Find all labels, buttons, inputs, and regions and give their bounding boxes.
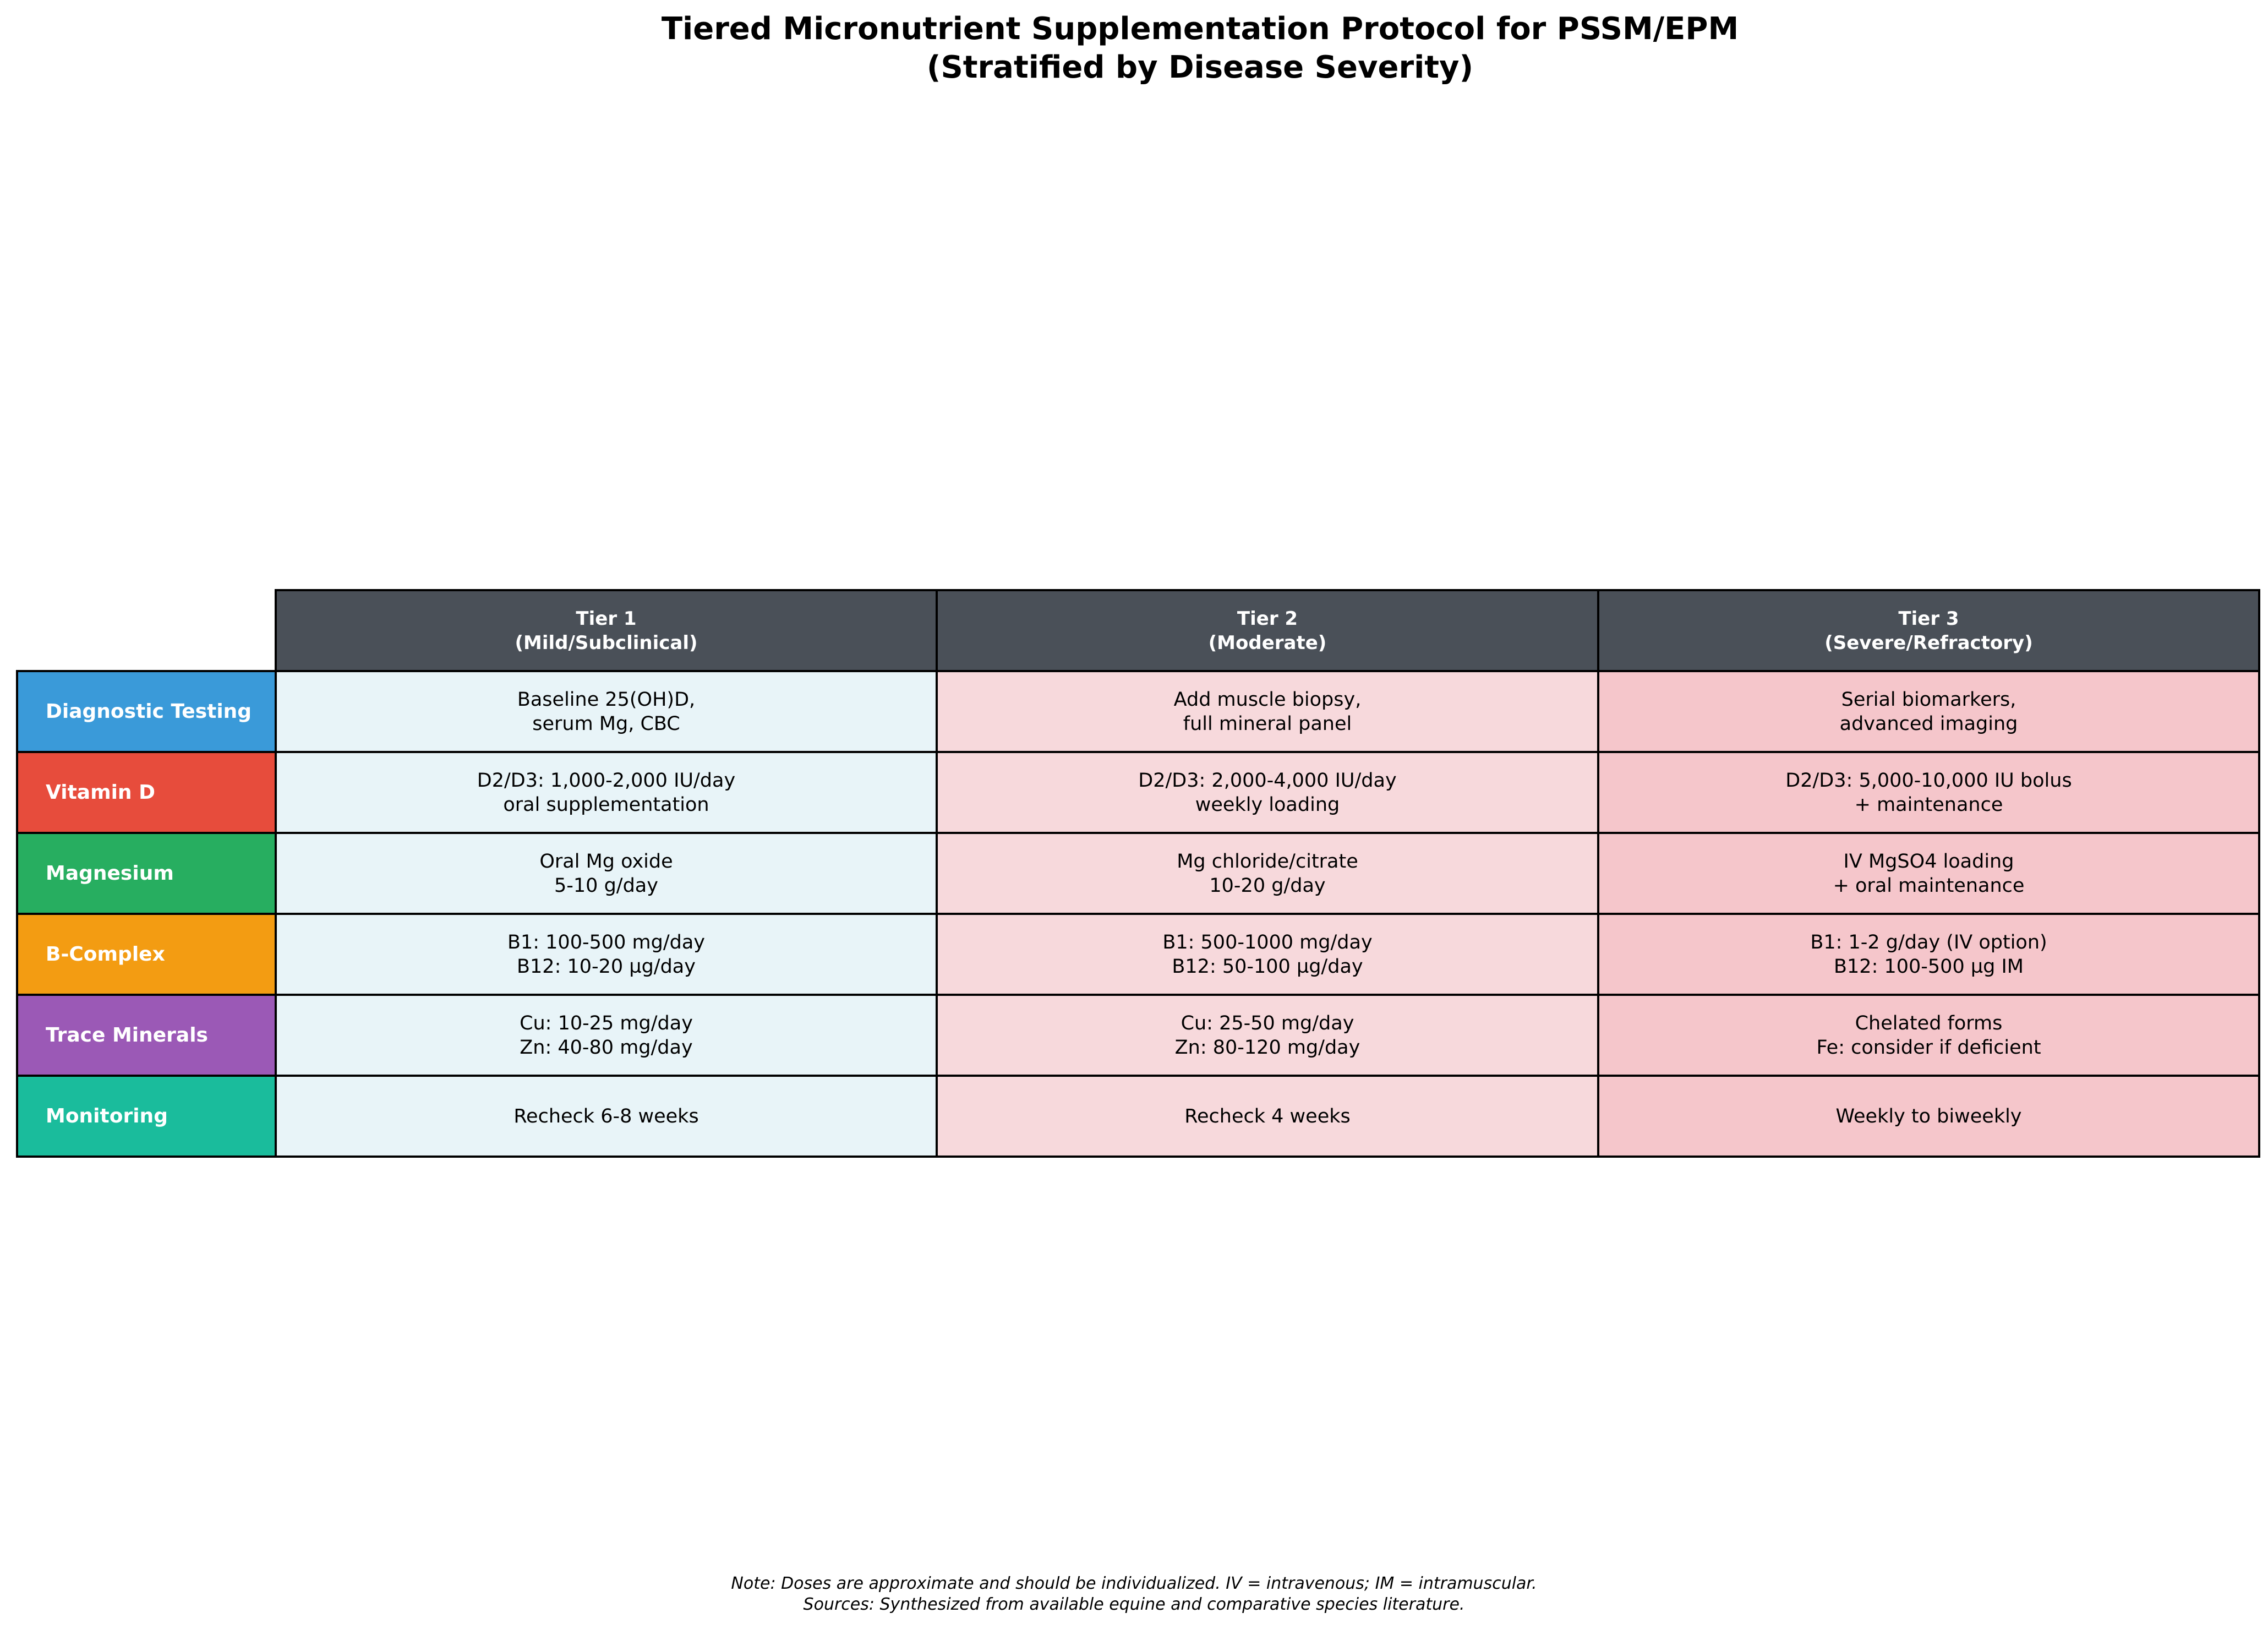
cell-line: Cu: 10-25 mg/day [520,1012,693,1034]
cell-line: Zn: 40-80 mg/day [520,1036,693,1059]
table-cell [937,752,1598,833]
cell-line: Recheck 6-8 weeks [513,1105,699,1127]
table-cell [1598,752,2259,833]
cell-line: Chelated forms [1855,1012,2003,1034]
cell-line: 10-20 g/day [1209,874,1326,897]
table-body [17,671,2259,1157]
cell-line: Baseline 25(OH)D, [517,688,696,711]
row-label: Vitamin D [17,752,276,833]
header-row [17,590,2259,671]
tier-name: Tier 1 [576,607,637,630]
cell-line: Cu: 25-50 mg/day [1181,1012,1354,1034]
cell-line: B12: 10-20 µg/day [517,955,696,978]
cell-line: + oral maintenance [1833,874,2025,897]
cell-line: D2/D3: 2,000-4,000 IU/day [1138,769,1397,792]
cell-line: B1: 500-1000 mg/day [1162,931,1373,953]
page-title [0,10,2268,87]
tier-subtitle: (Severe/Refractory) [1824,631,2033,654]
table-cell [937,914,1598,995]
tier-header-3 [1598,590,2259,671]
cell-line: Zn: 80-120 mg/day [1174,1036,1360,1059]
table-cell [1598,1076,2259,1157]
table-cell [276,995,937,1076]
cell-line: Add muscle biopsy, [1173,688,1362,711]
tier-header-1 [276,590,937,671]
cell-line: Weekly to biweekly [1835,1105,2022,1127]
row-label: B-Complex [17,914,276,995]
table-cell [1598,671,2259,752]
table-cell [937,671,1598,752]
table-cell [276,1076,937,1157]
cell-line: advanced imaging [1839,712,2018,735]
table-row [17,671,2259,752]
tier-name: Tier 2 [1237,607,1298,630]
cell-line: IV MgSO4 loading [1843,850,2014,873]
protocol-table [16,589,2260,1158]
cell-line: full mineral panel [1183,712,1352,735]
cell-line: B12: 50-100 µg/day [1172,955,1363,978]
tier-header-2 [937,590,1598,671]
footnote-note: Note: Doses are approximate and should be individualized. IV = intravenous; IM = intramuscular. [731,1574,1537,1593]
table-cell [937,1076,1598,1157]
tier-subtitle: (Moderate) [1208,631,1327,654]
cell-line: D2/D3: 5,000-10,000 IU bolus [1785,769,2072,792]
table-cell [276,833,937,914]
cell-line: Mg chloride/citrate [1177,850,1358,873]
table-cell [276,752,937,833]
table-row [17,995,2259,1076]
cell-line: B1: 100-500 mg/day [507,931,706,953]
footnote [0,1573,2268,1615]
cell-line: serum Mg, CBC [532,712,680,735]
cell-line: D2/D3: 1,000-2,000 IU/day [477,769,736,792]
table-cell [1598,914,2259,995]
table-row [17,914,2259,995]
corner-cell [17,590,276,671]
cell-line: + maintenance [1854,793,2003,816]
cell-line: B1: 1-2 g/day (IV option) [1810,931,2047,953]
cell-line: Oral Mg oxide [539,850,673,873]
cell-line: B12: 100-500 µg IM [1834,955,2024,978]
cell-line: Fe: consider if deficient [1816,1036,2041,1059]
cell-line: oral supplementation [503,793,709,816]
cell-line: weekly loading [1195,793,1340,816]
tier-name: Tier 3 [1898,607,1959,630]
table-cell [1598,995,2259,1076]
table-row [17,752,2259,833]
table-cell [937,833,1598,914]
row-label: Trace Minerals [17,995,276,1076]
cell-line: Serial biomarkers, [1841,688,2016,711]
title-line-1: Tiered Micronutrient Supplementation Protocol for PSSM/EPM [661,11,1739,47]
row-label: Monitoring [17,1076,276,1157]
table-row [17,833,2259,914]
table-row [17,1076,2259,1157]
cell-line: 5-10 g/day [554,874,658,897]
table-cell [276,914,937,995]
row-label: Diagnostic Testing [17,671,276,752]
footnote-sources: Sources: Synthesized from available equine and comparative species literature. [803,1595,1465,1614]
table-cell [276,671,937,752]
table-cell [937,995,1598,1076]
tier-subtitle: (Mild/Subclinical) [515,631,698,654]
table-cell [1598,833,2259,914]
row-label: Magnesium [17,833,276,914]
title-line-2: (Stratified by Disease Severity) [926,50,1474,85]
cell-line: Recheck 4 weeks [1184,1105,1351,1127]
